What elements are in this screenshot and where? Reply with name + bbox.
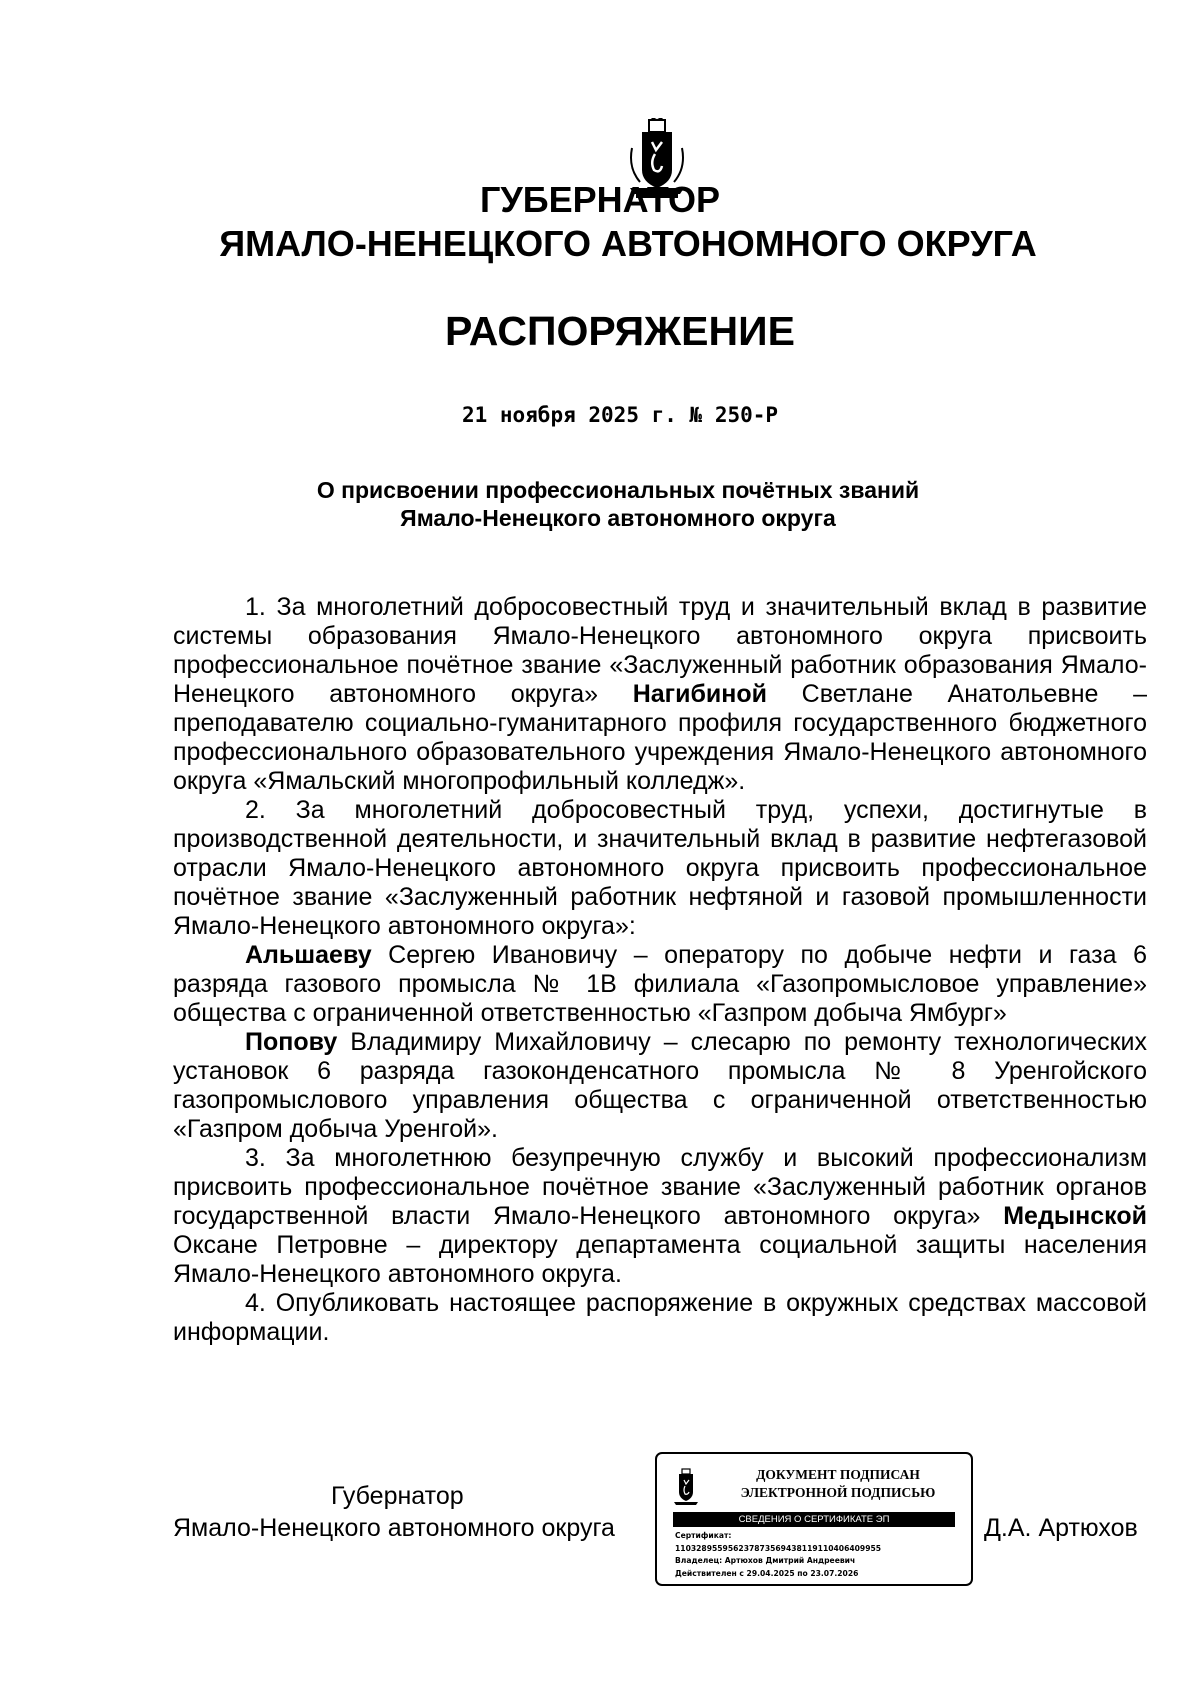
signatory-name: Д.А. Артюхов [984,1514,1138,1542]
certificate-owner: Владелец: Артюхов Дмитрий Андреевич [675,1556,856,1565]
paragraph-1-text: 1. За многолетний добросовестный труд и значительный вклад в развитие системы образования Ямало-Ненецкого автономного округа присвоить профессиональное почётное звание «Заслуженный работник образования Ямало-Ненецкого автономного округа» [173,593,1147,708]
stamp-certificate-info [675,1530,965,1580]
electronic-signature-stamp [655,1452,973,1586]
certificate-number: 110328955956237873569438119110406409955 [675,1543,882,1553]
paragraph-1-text-end: Светлане Анатольевне – преподавателю социально-гуманитарного профиля государственного бюджетного профессионального образовательного учреждения Ямало-Ненецкого автономного округа «Ямальский многопрофильный колледж». [173,680,1147,795]
certificate-label: Сертификат: [675,1531,732,1540]
paragraph-1 [173,593,1147,796]
stamp-heading-line-2: ЭЛЕКТРОННОЙ ПОДПИСЬЮ [740,1485,936,1500]
authority-title: ГУБЕРНАТОР [479,179,720,220]
coat-of-arms-icon [671,1468,701,1506]
authority-region: ЯМАЛО-НЕНЕЦКОГО АВТОНОМНОГО ОКРУГА [219,223,1037,264]
awardee-name: Нагибиной [632,680,767,708]
certificate-validity: Действителен с 29.04.2025 по 23.07.2026 [675,1568,859,1578]
paragraph-2a-text: Сергею Ивановичу – оператору по добыче нефти и газа 6 разряда газового промысла № 1В филиала «Газопромысловое управление» общества с ограниченной ответственностью «Газпром добыча Ямбург» [173,941,1147,1027]
paragraph-3-text: 3. За многолетнюю безупречную службу и высокий профессионализм присвоить профессиональное почётное звание «Заслуженный работник органов государственной власти Ямало-Ненецкого автономного округа» [173,1144,1147,1230]
issuing-authority [0,178,1200,266]
paragraph-2b-text: Владимиру Михайловичу – слесарю по ремонту технологических установок 6 разряда газоконденсатного промысла № 8 Уренгойского газопромыслового управления общества с ограниченной ответственностью «Газпром добыча Уренгой». [173,1028,1147,1143]
document-subject [0,476,1200,532]
stamp-heading [723,1466,953,1502]
paragraph-2a [173,941,1147,1028]
paragraph-2-text: 2. За многолетний добросовестный труд, успехи, достигнутые в производственной деятельности, и значительный вклад в развитие нефтегазовой отрасли Ямало-Ненецкого автономного округа присвоить профессиональное почётное звание «Заслуженный работник нефтяной и газовой промышленности Ямало-Ненецкого автономного округа»: [173,796,1147,940]
paragraph-2b [173,1028,1147,1144]
subject-line-1: О присвоении профессиональных почётных званий [316,477,920,503]
paragraph-4 [173,1289,1147,1347]
document-date-number: 21 ноября 2025 г. № 250-Р [461,403,779,427]
document-type: РАСПОРЯЖЕНИЕ [445,308,795,354]
awardee-name: Попову [245,1028,338,1056]
subject-line-2: Ямало-Ненецкого автономного округа [400,505,836,531]
document-body [173,593,1147,1347]
stamp-heading-line-1: ДОКУМЕНТ ПОДПИСАН [756,1467,920,1482]
paragraph-2 [173,796,1147,941]
signatory-position: Губернатор [331,1482,464,1510]
paragraph-4-text: 4. Опубликовать настоящее распоряжение в окружных средствах массовой информации. [173,1289,1147,1346]
signatory-title [173,1480,643,1544]
awardee-name: Медынской [1003,1202,1147,1230]
paragraph-3-text-end: Оксане Петровне – директору департамента социальной защиты населения Ямало-Ненецкого автономного округа. [173,1231,1147,1288]
paragraph-3 [173,1144,1147,1289]
stamp-certificate-bar: СВЕДЕНИЯ О СЕРТИФИКАТЕ ЭП [673,1512,955,1527]
awardee-name: Альшаеву [245,941,372,969]
signatory-region: Ямало-Ненецкого автономного округа [173,1514,615,1542]
